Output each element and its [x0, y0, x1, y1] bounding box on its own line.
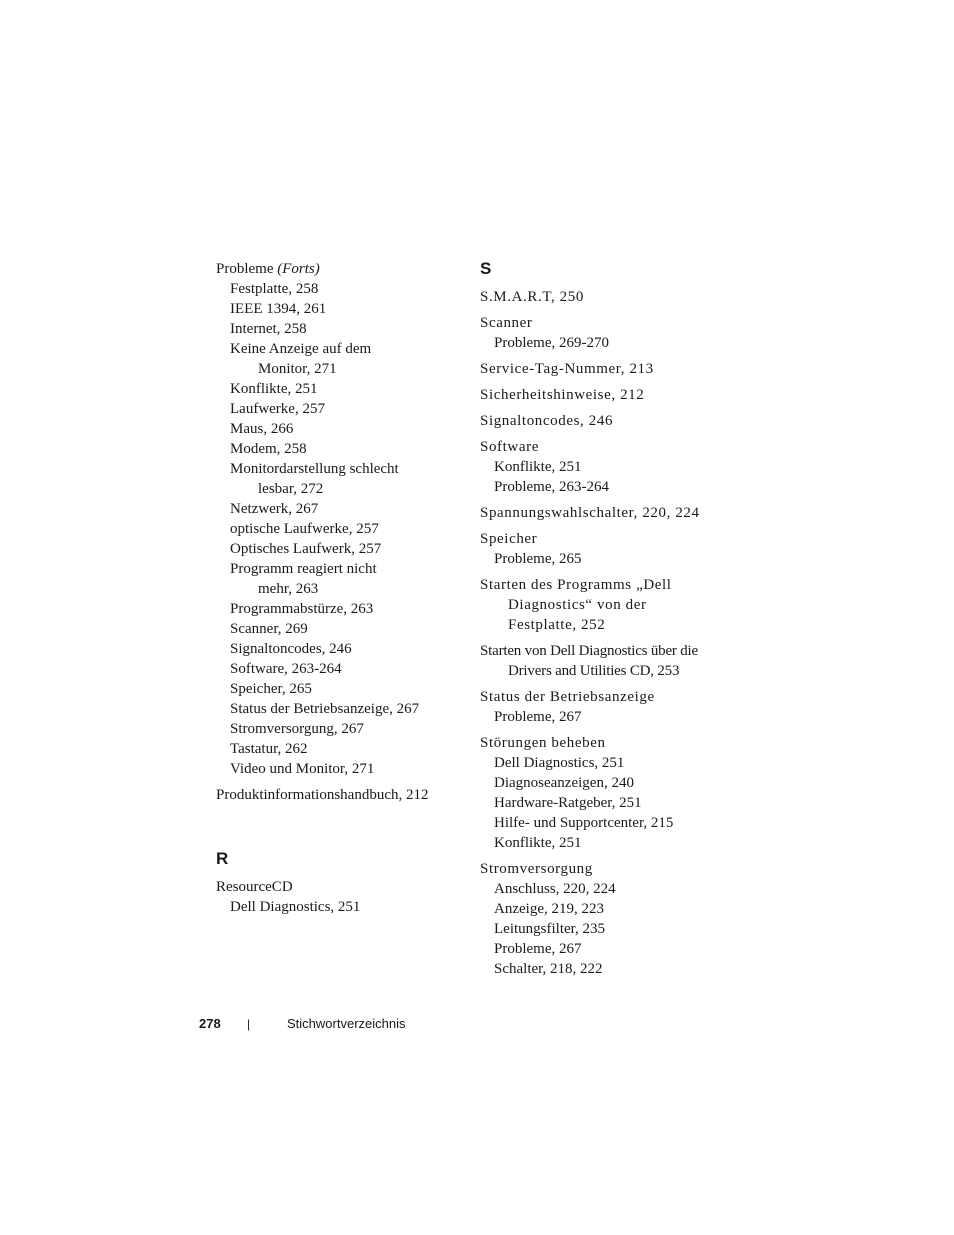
entry-main-line: Starten des Programms „Dell: [480, 577, 672, 593]
entry-main: Spannungswahlschalter, 220, 224: [480, 505, 700, 521]
entry-sub: Stromversorgung, 267: [230, 721, 364, 737]
index-entry-produktinformationshandbuch: [216, 785, 466, 805]
entry-sub: Konflikte, 251: [494, 835, 582, 851]
entry-sub: Schalter, 218, 222: [494, 961, 603, 977]
entry-main: [216, 259, 466, 279]
section-letter-r: R: [216, 849, 229, 868]
entry-sub: Leitungsfilter, 235: [494, 921, 606, 937]
index-entry-resourcecd: [216, 877, 466, 917]
entry-main: Störungen beheben: [480, 735, 606, 751]
spacer: [216, 811, 466, 849]
entry-sub: Scanner, 269: [230, 621, 308, 637]
continued-marker: (Forts): [277, 261, 320, 277]
entry-sub-line: Programm reagiert nicht: [230, 561, 377, 577]
entry-main-continuation: Diagnostics“ von der: [508, 597, 647, 613]
entry-sub-continuation: mehr, 263: [258, 581, 319, 597]
entry-main-line: Starten von Dell Diagnostics über die: [480, 643, 698, 659]
entry-sub: Netzwerk, 267: [230, 501, 319, 517]
entry-sub: Festplatte, 258: [230, 281, 319, 297]
entry-sub: Tastatur, 262: [230, 741, 308, 757]
entry-sub: Dell Diagnostics, 251: [494, 755, 625, 771]
entry-sub: Hardware-Ratgeber, 251: [494, 795, 642, 811]
entry-sub: Modem, 258: [230, 441, 307, 457]
entry-main: Produktinformationshandbuch, 212: [216, 787, 429, 803]
entry-sub-continuation: Monitor, 271: [258, 361, 337, 377]
entry-sub: Dell Diagnostics, 251: [230, 899, 361, 915]
entry-sub: Probleme, 267: [494, 941, 582, 957]
entry-main: Status der Betriebsanzeige: [480, 689, 655, 705]
entry-sub: [216, 559, 466, 599]
entry-sub: Signaltoncodes, 246: [230, 641, 352, 657]
index-column-right: [480, 259, 725, 985]
index-entry-probleme: [216, 259, 466, 779]
entry-main-text: Probleme: [216, 261, 274, 277]
entry-main-continuation: Festplatte, 252: [508, 617, 606, 633]
entry-sub: Speicher, 265: [230, 681, 312, 697]
index-entry-stoerungen-beheben: [480, 733, 725, 853]
entry-sub: Hilfe- und Supportcenter, 215: [494, 815, 674, 831]
entry-sub: Anzeige, 219, 223: [494, 901, 604, 917]
entry-sub: optische Laufwerke, 257: [230, 521, 379, 537]
index-entry-smart: [480, 287, 725, 307]
index-entry-service-tag: [480, 359, 725, 379]
entry-main: Scanner: [480, 315, 533, 331]
index-entry-scanner: [480, 313, 725, 353]
entry-sub: Programmabstürze, 263: [230, 601, 374, 617]
entry-main: ResourceCD: [216, 879, 293, 895]
entry-main: [480, 641, 725, 681]
index-entry-starten-programm: [480, 575, 725, 635]
index-entry-sicherheitshinweise: [480, 385, 725, 405]
index-entry-speicher: [480, 529, 725, 569]
entry-sub: Probleme, 267: [494, 709, 582, 725]
entry-sub: Probleme, 269-270: [494, 335, 609, 351]
entry-sub: IEEE 1394, 261: [230, 301, 327, 317]
entry-main: Speicher: [480, 531, 538, 547]
index-entry-spannungswahlschalter: [480, 503, 725, 523]
entry-sub-line: Keine Anzeige auf dem: [230, 341, 372, 357]
entry-sub-line: Monitordarstellung schlecht: [230, 461, 399, 477]
entry-sub: Konflikte, 251: [494, 459, 582, 475]
entry-sub: Status der Betriebsanzeige, 267: [230, 701, 420, 717]
index-entry-signaltoncodes: [480, 411, 725, 431]
entry-main: S.M.A.R.T, 250: [480, 289, 584, 305]
entry-main: Stromversorgung: [480, 861, 593, 877]
index-entry-status-betriebsanzeige: [480, 687, 725, 727]
entry-main: [480, 575, 725, 635]
entry-main: Software: [480, 439, 539, 455]
entry-sub: Probleme, 265: [494, 551, 582, 567]
entry-sub: [216, 459, 466, 499]
footer-section-title: Stichwortverzeichnis: [287, 1016, 406, 1031]
entry-main: Signaltoncodes, 246: [480, 413, 614, 429]
entry-sub: Probleme, 263-264: [494, 479, 609, 495]
entry-main-continuation: Drivers and Utilities CD, 253: [508, 663, 680, 679]
index-entry-software: [480, 437, 725, 497]
entry-main: Service-Tag-Nummer, 213: [480, 361, 654, 377]
entry-sub: Optisches Laufwerk, 257: [230, 541, 382, 557]
entry-sub: [216, 339, 466, 379]
entry-sub: Laufwerke, 257: [230, 401, 325, 417]
entry-sub-continuation: lesbar, 272: [258, 481, 324, 497]
index-column-left: [216, 259, 466, 923]
entry-sub: Konflikte, 251: [230, 381, 318, 397]
entry-sub: Diagnoseanzeigen, 240: [494, 775, 634, 791]
page-footer: [199, 1015, 406, 1033]
index-entry-starten-dell-diagnostics: [480, 641, 725, 681]
entry-sub: Maus, 266: [230, 421, 294, 437]
entry-main: Sicherheitshinweise, 212: [480, 387, 645, 403]
index-entry-stromversorgung: [480, 859, 725, 979]
section-letter-s: S: [480, 259, 492, 278]
entry-sub: Anschluss, 220, 224: [494, 881, 616, 897]
entry-sub: Internet, 258: [230, 321, 307, 337]
subentry-list: [216, 279, 466, 779]
page-number: 278: [199, 1016, 221, 1031]
entry-sub: Video und Monitor, 271: [230, 761, 375, 777]
entry-sub: Software, 263-264: [230, 661, 342, 677]
footer-separator: |: [247, 1017, 251, 1031]
